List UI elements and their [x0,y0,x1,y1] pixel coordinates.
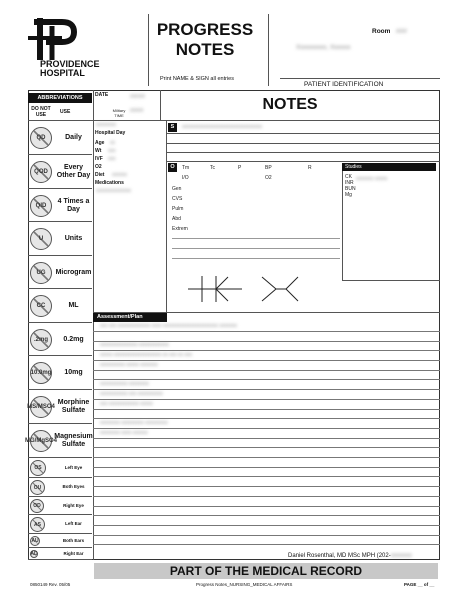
do-not-use-symbol [30,480,45,495]
hospital-day-value: xxxxxxxx [96,122,116,128]
do-not-use-code: OS [34,465,42,471]
print-note: Print NAME & SIGN all entries [160,76,234,82]
study-mg: Mg [345,192,352,198]
abbreviation-row [28,534,92,548]
medications-label: Medications [95,180,124,186]
do-not-use-code: .2mg [33,336,48,343]
abbreviation-row [28,356,92,390]
ruled-line [93,476,440,477]
studies-label: Studies [342,163,436,171]
patient-name: Xxxxxxxxx, Xxxxxx [296,44,351,51]
use-instead-text: 0.2mg [63,335,84,343]
notes-header-line [93,120,440,121]
ruled-line [93,457,440,458]
do-not-use-code: QOD [34,169,48,175]
lab-fishbone-diagram [186,272,306,306]
subjective-divider [166,120,167,313]
assessment-text: xxx xxx xxxxxxxxxxxxx xxxx xxxxxxxxxxxxxxxxxxxxxx xxxxxxx [100,323,237,329]
exam-cvs: CVS [172,196,183,202]
do-not-use-code: 10.0mg [30,370,52,376]
ruled-line [93,409,440,410]
ruled-line [93,467,440,468]
abbreviation-row [25,424,93,458]
use-instead-text: Magnesium Sulfate [54,433,93,448]
do-not-use-symbol [30,536,40,546]
do-not-use-symbol [30,460,46,476]
medical-record-banner: PART OF THE MEDICAL RECORD [94,563,438,579]
use-instead-text: Both Ears [62,537,85,543]
o-line-3 [172,258,340,259]
use-label: USE [60,109,71,115]
o2-label: O2 [95,164,102,170]
ruled-line [93,535,440,536]
abbreviation-row [28,189,92,222]
vital-tc: Tc [210,165,215,171]
medications-value: xxxxxxxxxxxxxx [96,188,131,194]
form-name: Progress Notes_NURSING_MEDICAL AFFAIRS [196,582,293,587]
do-not-use-code: UG [36,269,46,276]
do-not-use-code: AD [30,551,38,557]
exam-abd: Abd [172,216,181,222]
use-instead-text: Every Other Day [56,164,91,179]
diet-value: xxxxxx [112,172,127,178]
header-divider-right [268,14,269,86]
abbreviations-header: ABBREVIATIONS [28,93,92,103]
use-instead-text: Left Ear [65,521,82,527]
abbreviation-row [28,515,92,534]
date-divider [160,90,161,120]
do-not-use-symbol [30,127,52,149]
abbreviation-row [28,323,92,356]
use-instead-text: Daily [65,134,82,142]
do-not-use-symbol [30,517,45,532]
abbreviation-row [28,497,92,515]
use-instead-text: Units [64,235,83,243]
form-number: 0850149 Rev. 05/05 [30,582,71,587]
assessment-plan-label: Assessment/Plan [93,313,167,322]
do-not-use-code: AU [31,538,39,544]
studies-value: xxxxxxx xxxxx [356,176,388,182]
ruled-line [93,506,440,507]
ruled-line [93,438,440,439]
do-not-use-symbol [30,550,38,558]
hospital-day-label: Hospital Day [95,130,126,136]
assessment-text: xxxxxxxxxxx xxx xxxxxxxxxx [100,391,163,397]
ruled-line [93,379,440,380]
title-line-1: PROGRESS [156,20,254,39]
use-instead-text: ML [68,302,79,310]
use-instead-text: Both Eyes [62,484,85,490]
s-line-value: xxxxxxxxxxxxxxxxxxxxxxxxxxxxxxxx [182,124,262,130]
wt-label: Wt [95,148,102,154]
abbreviation-row [28,256,92,289]
s-line-2 [166,143,440,144]
room-label: Room [372,28,391,35]
abbreviation-row [28,121,92,155]
ivf-value: xxx [108,156,116,162]
abbreviation-row [28,155,92,189]
ruled-line [93,496,440,497]
patient-id-underline [280,78,440,79]
ruled-line [93,418,440,419]
o-tag: O [168,163,177,172]
age-value: xx [110,140,115,146]
do-not-use-symbol [30,195,52,217]
ruled-line [93,389,440,390]
abbreviation-row [28,478,92,497]
ivf-label: IVF [95,156,103,162]
vital-io: I/O [182,175,189,181]
abbreviation-row [28,289,92,323]
abbr-column-divider [93,90,94,560]
assessment-text: xxxxxxxx xxxx xxxxxx [100,430,148,436]
do-not-use-code: MS/MSO4 [27,404,55,410]
do-not-use-code: OD [33,503,41,509]
assessment-text: xxxxx xxxxxxxxxxxxxxxxxxx xx xxx xx xxx [100,352,192,358]
use-instead-text: 10mg [64,369,83,377]
study-ck: CK [345,174,352,180]
vital-tm: Tm [182,165,190,171]
do-not-use-symbol [30,161,52,183]
do-not-use-code: OU [33,484,42,491]
logo-line-2: HOSPITAL [40,68,85,78]
time-label: Military TIME [112,108,126,118]
ruled-line [93,525,440,526]
do-not-use-symbol [30,228,52,250]
wt-value: xxx [108,148,116,154]
do-not-use-code: MG/MgSO4 [25,438,58,444]
vital-o2: O2 [265,175,272,181]
vital-p: P [238,165,242,171]
use-instead-text: Right Eye [63,502,84,508]
do-not-use-code: U [38,236,44,242]
providence-logo-icon [26,14,84,64]
study-bun: BUN [345,186,356,192]
ruled-line [93,360,440,361]
assessment-text: xxxxxxxxxxx xxxxxxxx [100,381,149,387]
page-title [150,20,260,60]
use-instead-text: Morphine Sulfate [57,399,90,414]
logo-line-1: PROVIDENCE [40,59,100,69]
title-line-2: NOTES [175,40,235,59]
room-value: ### [396,28,407,35]
do-not-use-label: DO NOT USE [31,106,51,118]
ruled-line [93,447,440,448]
ruled-line [93,515,440,516]
use-instead-text: Right Ear [63,550,84,556]
time-value: #### [130,108,144,114]
use-instead-text: 4 Times a Day [57,197,90,213]
signer-text: Daniel Rosenthal, MD MSc MPH (202- [288,553,391,559]
ruled-line [93,544,440,545]
assessment-text: xxxxxxxxxxxxxxx xxxxxxxxxxxx [100,342,169,348]
assessment-text: xxxxxxxx xxxxxxxxx xxxxxxxxx [100,420,168,426]
assessment-text: xxxxxxxxxx xxxxx xxxxxxx [100,362,158,368]
do-not-use-symbol [30,295,52,317]
use-instead-text: Left Eye [64,464,83,470]
do-not-use-symbol [30,499,44,513]
do-not-use-code: QID [35,202,47,209]
page-counter: PAGE __ of __ [404,582,435,587]
notes-title: NOTES [262,96,318,113]
ruled-line [93,486,440,487]
vital-r: R [308,165,312,171]
header-divider-left [148,14,149,86]
do-not-use-symbol [25,430,58,452]
exam-pulm: Pulm [172,206,184,212]
use-instead-text: Microgram [55,268,92,276]
do-not-use-symbol [27,396,55,418]
logo-text [40,60,100,78]
abbreviation-row [28,458,92,478]
abbreviation-row [28,222,92,256]
date-label: DATE [95,92,109,98]
abbreviation-row [28,548,92,560]
do-not-use-code: QD [36,135,46,141]
ruled-line [93,370,440,371]
do-not-use-symbol [30,362,52,384]
signer-redacted: xxxxxxx [390,553,412,559]
do-not-use-symbol [30,262,52,284]
do-not-use-code: CC [36,303,46,309]
date-value: ##/## [130,94,146,100]
o-line-2 [172,248,340,249]
s-line-3 [166,152,440,153]
assessment-text: xxx xxxxxxxxxxxx xxxxx [100,401,153,407]
ruled-line [93,399,440,400]
ruled-line [93,331,440,332]
age-label: Age [95,140,105,146]
exam-extrem: Extrem [172,226,188,232]
signer-name [288,553,412,559]
o-line-1 [172,238,340,239]
exam-gen: Gen [172,186,182,192]
diet-label: Diet [95,172,105,178]
patient-id-label: PATIENT IDENTIFICATION [304,81,384,88]
s-line-4 [166,161,440,162]
do-not-use-symbol [30,329,52,351]
do-not-use-code: AS [34,521,41,528]
ruled-line [93,350,440,351]
s-line-1 [166,133,440,134]
vital-bp: BP [265,165,272,171]
abbreviation-row [28,390,92,424]
study-inr: INR [345,180,354,186]
s-tag: S [168,123,177,132]
ruled-line [93,428,440,429]
